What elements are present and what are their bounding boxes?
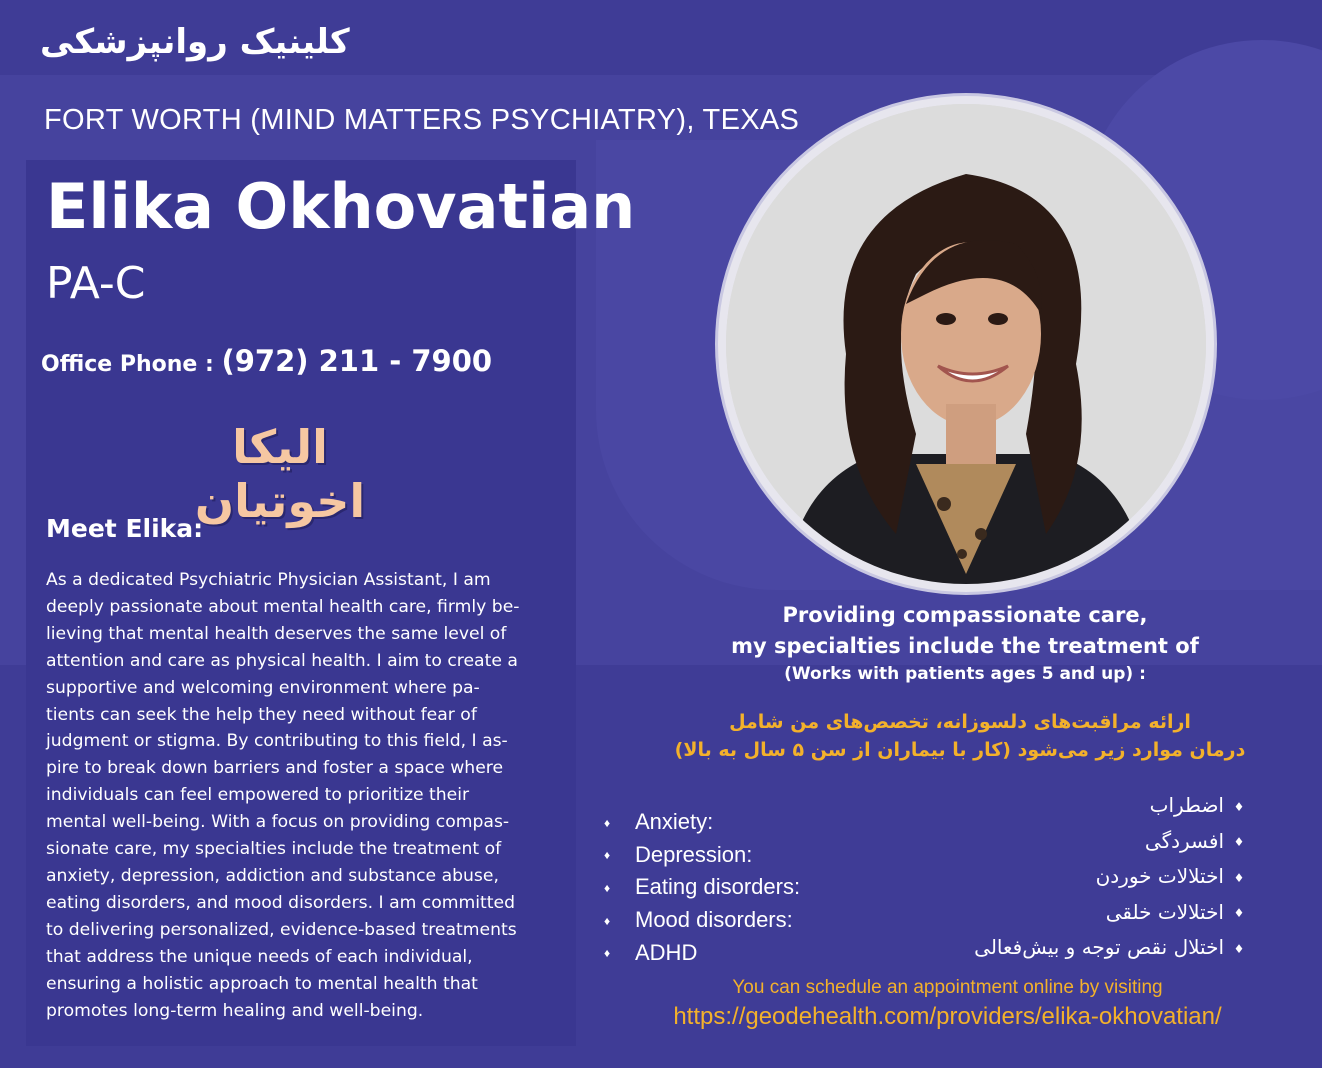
diamond-bullet-icon: ♦ — [604, 946, 611, 961]
diamond-bullet-icon: ♦ — [1233, 870, 1245, 885]
diamond-bullet-icon: ♦ — [604, 815, 611, 830]
care-line-1: Providing compassionate care, — [782, 603, 1148, 627]
schedule-text: You can schedule an appointment online by visiting — [732, 977, 1163, 998]
care-ages-en: (Works with patients ages 5 and up) : — [784, 664, 1146, 684]
care-fa-line-2: درمان موارد زیر می‌شود (کار با بیماران از سن ۵ سال به بالا) — [674, 739, 1246, 761]
phone-number[interactable]: (972) 211 - 7900 — [221, 344, 493, 378]
diamond-bullet-icon: ♦ — [604, 881, 611, 896]
diamond-bullet-icon: ♦ — [1233, 799, 1245, 814]
list-item: ♦ Depression: — [604, 839, 800, 872]
provider-name-fa: الیکا اخوتیان — [194, 420, 366, 528]
clinic-title-fa: کلینیک روانپزشکی — [40, 22, 350, 62]
schedule-link[interactable]: https://geodehealth.com/providers/elika-okhovatian/ — [673, 1003, 1222, 1030]
bio-text: As a dedicated Psychiatric Physician Assistant, I am deeply passionate about mental health care, firmly be- lieving that mental health deserves the same level of attention and care as physical health. I aim to create a supportive and welcoming environment where pa- tients can seek the help they need without fear of judgment or stigma. By contributing to this field, I as- pire to break down barriers and foster a space where individuals can feel empowered to prioritize their mental well-being. With a focus on providing compas- sionate care, my specialties include the treatment of anxiety, depression, addiction and substance abuse, eating disorders, and mood disorders. I am committed to delivering personalized, evidence-based treatments that address the unique needs of each individual, ensuring a holistic approach to mental health that promotes long-term healing and well-being. — [46, 570, 520, 1021]
diamond-bullet-icon: ♦ — [1233, 835, 1245, 849]
list-item: ♦اختلال نقص توجه و بیش‌فعالی — [974, 930, 1254, 966]
list-item: ♦ ADHD — [604, 937, 800, 970]
clinic-location: FORT WORTH (MIND MATTERS PSYCHIATRY), TEXAS — [44, 104, 800, 136]
specialties-list-fa — [974, 788, 1254, 966]
portrait-illustration — [726, 104, 1206, 584]
list-item: ♦ Anxiety: — [604, 806, 800, 839]
care-intro-en — [700, 600, 1230, 662]
diamond-bullet-icon: ♦ — [1233, 941, 1245, 956]
provider-name: Elika Okhovatian — [46, 170, 636, 243]
provider-credential: PA-C — [46, 258, 146, 309]
phone-label: Office Phone : — [41, 352, 222, 377]
list-item: ♦ Eating disorders: — [604, 871, 800, 904]
care-line-2: my specialties include the treatment of — [731, 634, 1199, 658]
specialties-list-en — [604, 806, 800, 969]
care-intro-fa — [660, 708, 1260, 764]
list-item: ♦اضطراب — [974, 788, 1254, 824]
bio-title: Meet Elika: — [46, 514, 204, 543]
diamond-bullet-icon: ♦ — [604, 913, 611, 928]
provider-photo — [726, 104, 1206, 584]
care-fa-line-1: ارائه مراقبت‌های دلسوزانه، تخصص‌های من شامل — [729, 711, 1191, 733]
diamond-bullet-icon: ♦ — [604, 848, 611, 863]
list-item: ♦افسردگی — [974, 824, 1254, 860]
list-item: ♦اختلالات خلقی — [974, 895, 1254, 931]
list-item: ♦ Mood disorders: — [604, 904, 800, 937]
provider-photo-frame — [718, 96, 1214, 592]
list-item: ♦اختلالات خوردن — [974, 859, 1254, 895]
office-phone — [41, 344, 492, 378]
diamond-bullet-icon: ♦ — [1233, 906, 1245, 920]
